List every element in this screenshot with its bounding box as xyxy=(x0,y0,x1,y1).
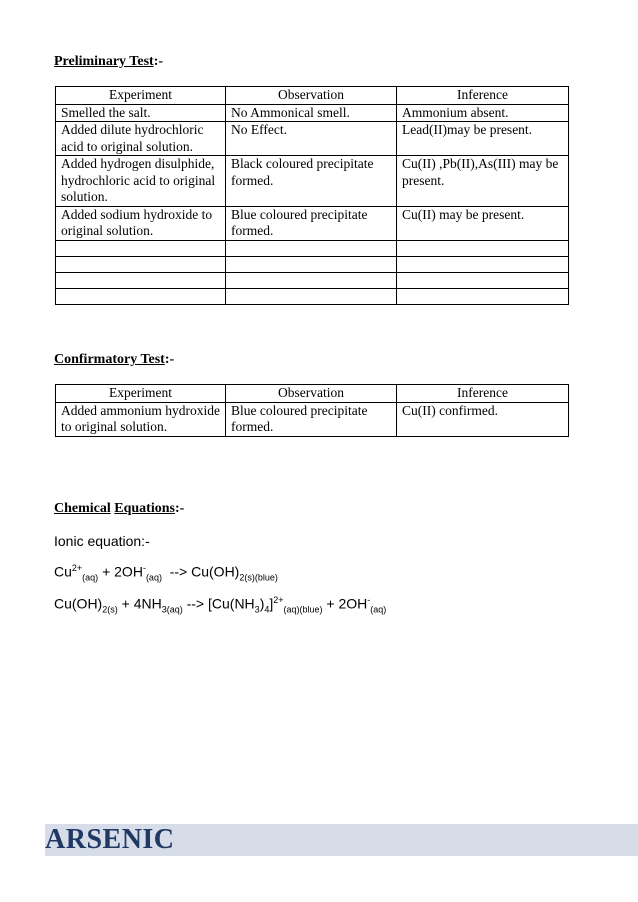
confirmatory-table xyxy=(55,384,569,437)
table-cell: Added sodium hydroxide to original solution. xyxy=(56,206,226,240)
preliminary-title: Preliminary Test xyxy=(54,54,154,69)
table-row xyxy=(56,402,569,436)
header-observation: Observation xyxy=(226,385,397,403)
table-cell: No Effect. xyxy=(226,122,397,156)
header-inference: Inference xyxy=(397,87,569,105)
header-observation: Observation xyxy=(226,87,397,105)
preliminary-table xyxy=(55,86,569,305)
table-header-row xyxy=(56,87,569,105)
empty-row xyxy=(56,288,569,304)
empty-row xyxy=(56,272,569,288)
table-cell: Ammonium absent. xyxy=(397,104,569,122)
confirmatory-title: Confirmatory Test xyxy=(54,352,165,367)
empty-row xyxy=(56,256,569,272)
equation-1: $Cu^{2+}_{(aq)} + 2OH^-_{(aq)}$ --> $Cu(OH)_{2(s)(blue)}$ xyxy=(54,563,278,583)
table-row xyxy=(56,122,569,156)
equations-title-part1: Chemical xyxy=(54,501,111,516)
table-cell: Added dilute hydrochloric acid to original solution. xyxy=(56,122,226,156)
equations-title-part2: Equations xyxy=(114,501,175,516)
ionic-equation-label: Ionic equation:- xyxy=(54,533,150,549)
header-experiment: Experiment xyxy=(56,385,226,403)
table-cell: Added ammonium hydroxide to original solution. xyxy=(56,402,226,436)
header-experiment: Experiment xyxy=(56,87,226,105)
confirmatory-suffix: :- xyxy=(164,352,175,367)
table-cell: Cu(II) may be present. xyxy=(397,206,569,240)
table-cell: Lead(II)may be present. xyxy=(397,122,569,156)
table-row xyxy=(56,156,569,207)
table-cell: Blue coloured precipitate formed. xyxy=(226,402,397,436)
table-cell: Added hydrogen disulphide, hydrochloric acid to original solution. xyxy=(56,156,226,207)
equation-2: $Cu(OH)_{2(s)} + 4NH_{3(aq)}$ --> $[Cu(NH_3)_4]^{2+}_{(aq)(blue)} + 2OH^-_{(aq)}$ xyxy=(54,595,387,615)
confirmatory-test-heading xyxy=(54,352,174,368)
section-banner xyxy=(45,824,638,856)
table-row xyxy=(56,104,569,122)
chemical-equations-heading xyxy=(54,501,184,517)
table-cell: Blue coloured precipitate formed. xyxy=(226,206,397,240)
header-inference: Inference xyxy=(397,385,569,403)
table-cell: Cu(II) confirmed. xyxy=(397,402,569,436)
table-header-row xyxy=(56,385,569,403)
table-cell: No Ammonical smell. xyxy=(226,104,397,122)
empty-row xyxy=(56,240,569,256)
table-cell: Smelled the salt. xyxy=(56,104,226,122)
table-cell: Black coloured precipitate formed. xyxy=(226,156,397,207)
preliminary-suffix: :- xyxy=(153,54,164,69)
table-cell: Cu(II) ,Pb(II),As(III) may be present. xyxy=(397,156,569,207)
banner-title: ARSENIC xyxy=(45,824,175,855)
preliminary-test-heading xyxy=(54,54,163,70)
equations-suffix: :- xyxy=(174,501,185,516)
table-row xyxy=(56,206,569,240)
